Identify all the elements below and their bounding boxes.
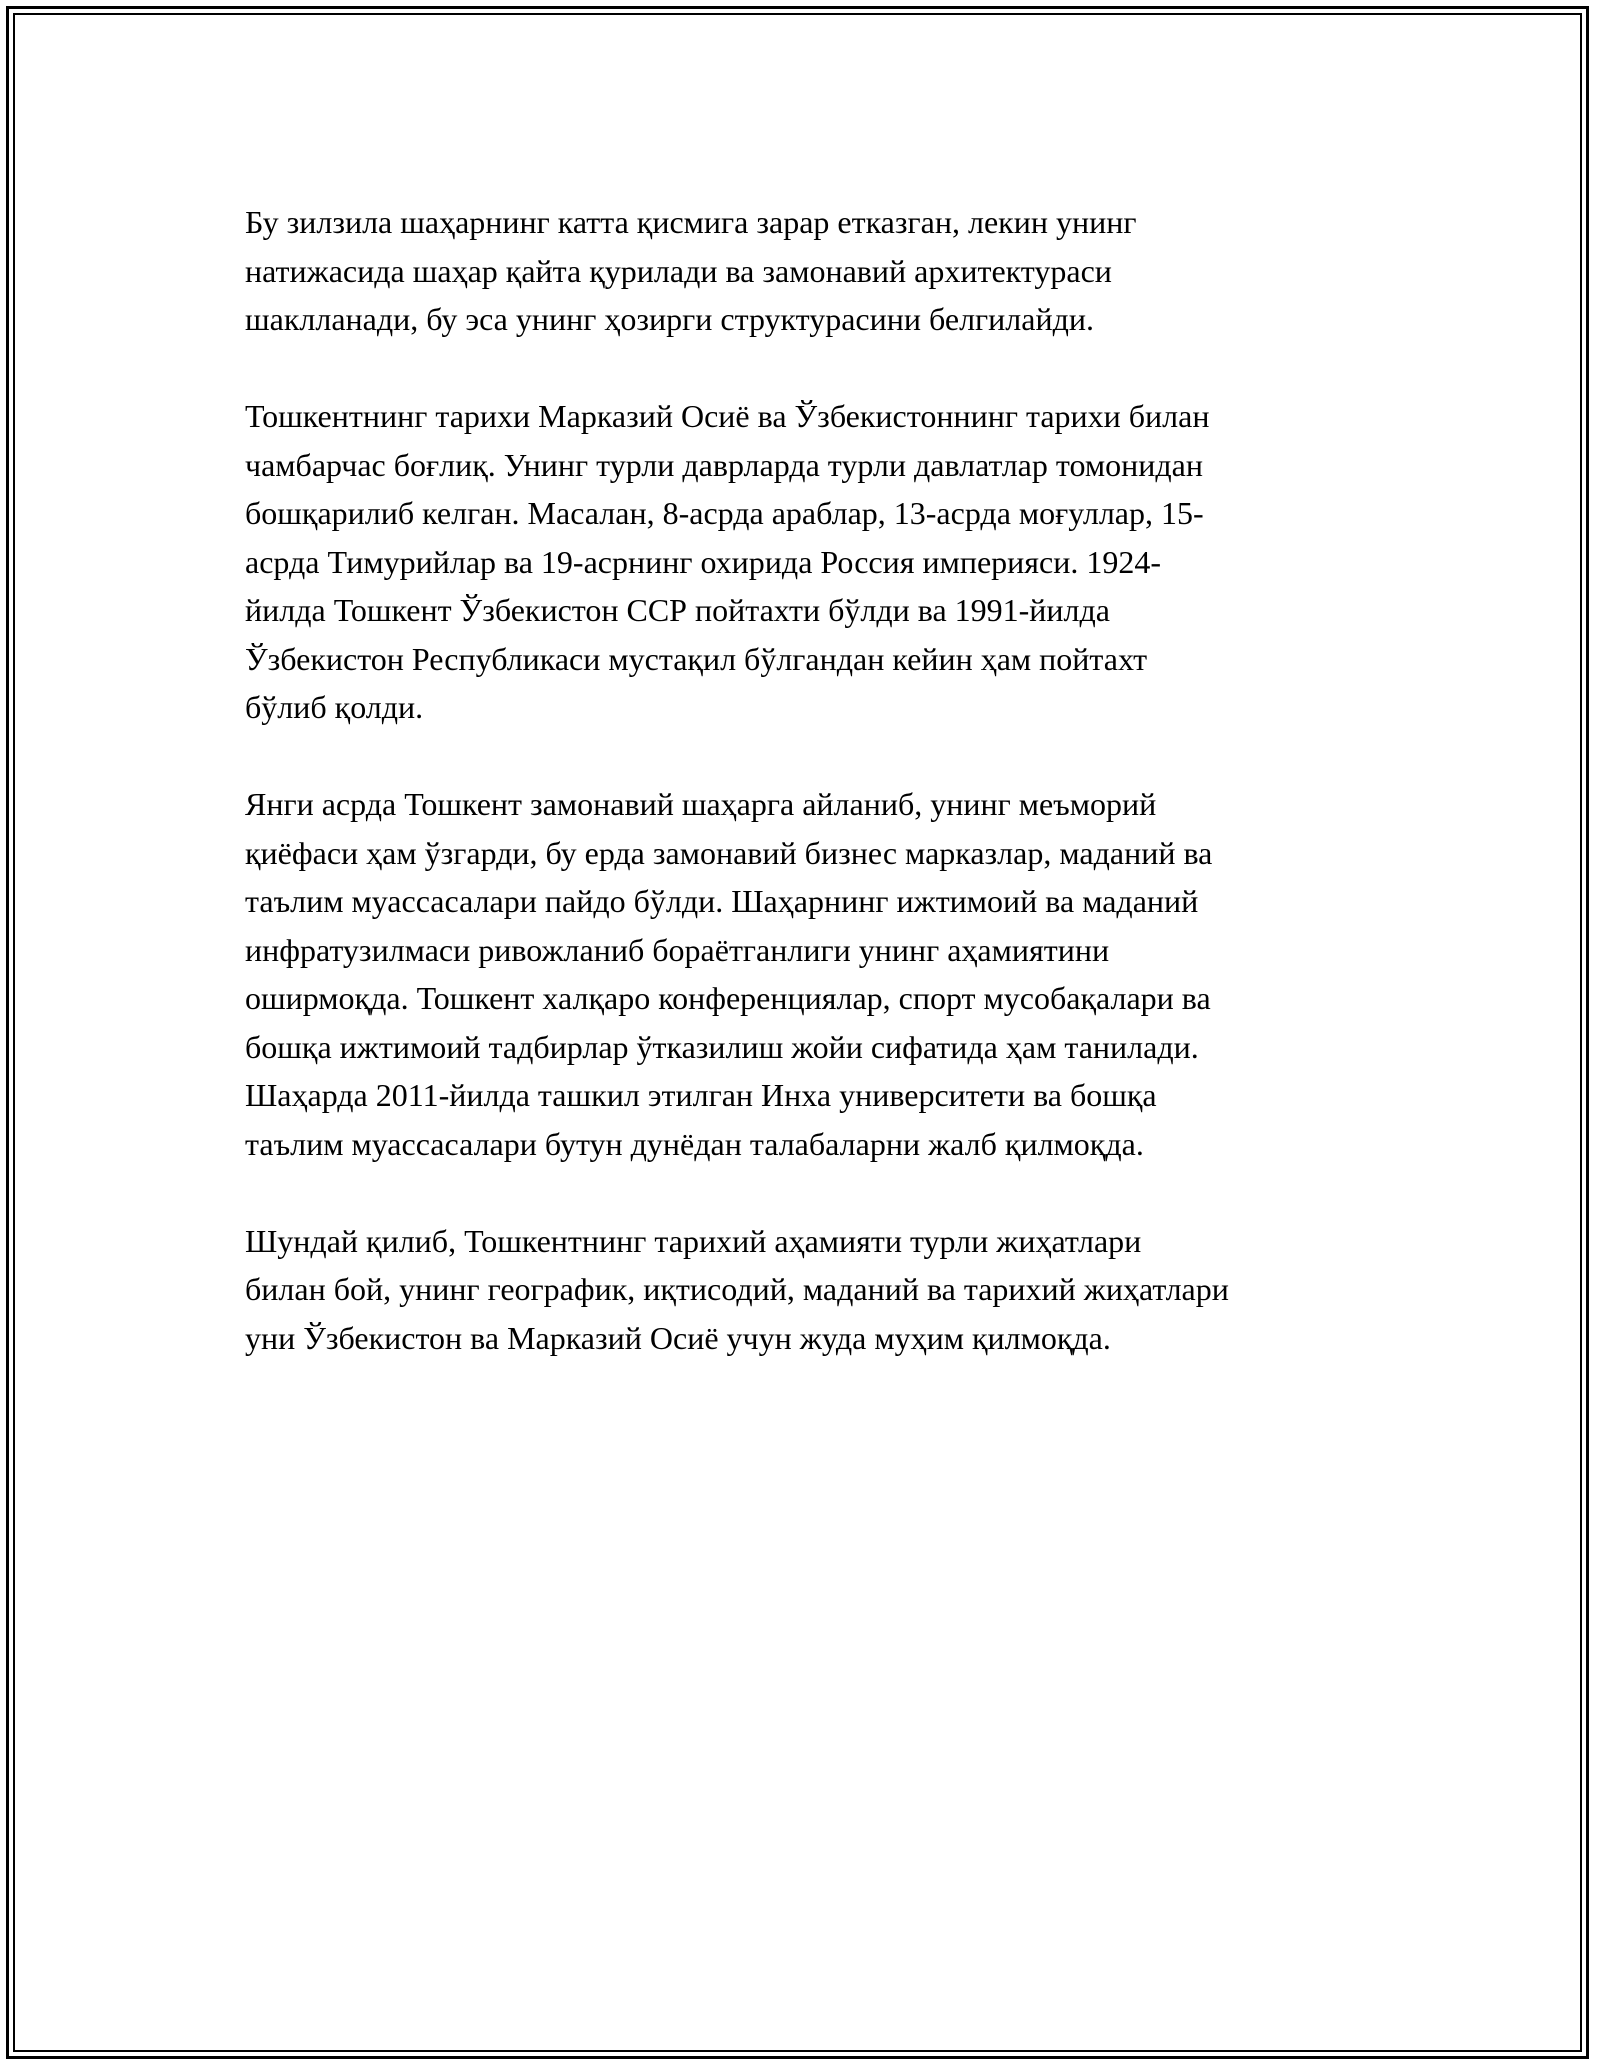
paragraph-line: чамбарчас боғлиқ. Унинг турли даврларда турли давлатлар томонидан: [245, 446, 1203, 483]
paragraph-modern-city: [245, 780, 1405, 1168]
paragraph-line: бошқа ижтимоий тадбирлар ўтказилиш жойи сифатида ҳам танилади.: [245, 1028, 1199, 1065]
paragraph-line: Ўзбекистон Республикаси мустақил бўлгандан кейин ҳам пойтахт: [245, 640, 1148, 677]
paragraph-line: Янги асрда Тошкент замонавий шаҳарга айланиб, унинг меъморий: [245, 786, 1157, 822]
paragraph-conclusion: [245, 1217, 1405, 1363]
paragraph-line: оширмоқда. Тошкент халқаро конференциялар, спорт мусобақалари ва: [245, 980, 1211, 1016]
paragraph-line: қиёфаси ҳам ўзгарди, бу ерда замонавий бизнес марказлар, маданий ва: [245, 834, 1213, 871]
paragraph-line: бўлиб қолди.: [245, 689, 424, 725]
document-body: [245, 198, 1405, 1411]
paragraph-line: таълим муассасалари бутун дунёдан талабаларни жалб қилмоқда.: [245, 1125, 1144, 1162]
paragraph-line: билан бой, унинг географик, иқтисодий, маданий ва тарихий жиҳатлари: [245, 1271, 1229, 1307]
paragraph-line: натижасида шаҳар қайта қурилади ва замонавий архитектураси: [245, 252, 1112, 289]
paragraph-line: йилда Тошкент Ўзбекистон ССР пойтахти бўлди ва 1991-йилда: [245, 592, 1110, 628]
paragraph-line: Тошкентнинг тарихи Марказий Осиё ва Ўзбекистоннинг тарихи билан: [245, 398, 1210, 434]
paragraph-earthquake: [245, 198, 1405, 344]
paragraph-line: бошқарилиб келган. Масалан, 8-асрда араблар, 13-асрда моғуллар, 15-: [245, 495, 1204, 531]
paragraph-line: Шундай қилиб, Тошкентнинг тарихий аҳамияти турли жиҳатлари: [245, 1222, 1142, 1259]
paragraph-line: шаклланади, бу эса унинг ҳозирги структурасини белгилайди.: [245, 301, 1094, 337]
paragraph-line: таълим муассасалари пайдо бўлди. Шаҳарнинг ижтимоий ва маданий: [245, 883, 1199, 919]
paragraph-line: уни Ўзбекистон ва Марказий Осиё учун жуда муҳим қилмоқда.: [245, 1319, 1111, 1356]
paragraph-line: асрда Тимурийлар ва 19-асрнинг охирида Россия империяси. 1924-: [245, 543, 1161, 580]
paragraph-line: Бу зилзила шаҳарнинг катта қисмига зарар етказган, лекин унинг: [245, 204, 1137, 240]
page-frame: [6, 6, 1589, 2059]
paragraph-line: Шаҳарда 2011-йилда ташкил этилган Инха университети ва бошқа: [245, 1077, 1157, 1113]
paragraph-history: [245, 392, 1405, 732]
paragraph-line: инфратузилмаси ривожланиб бораётганлиги унинг аҳамиятини: [245, 931, 1110, 968]
